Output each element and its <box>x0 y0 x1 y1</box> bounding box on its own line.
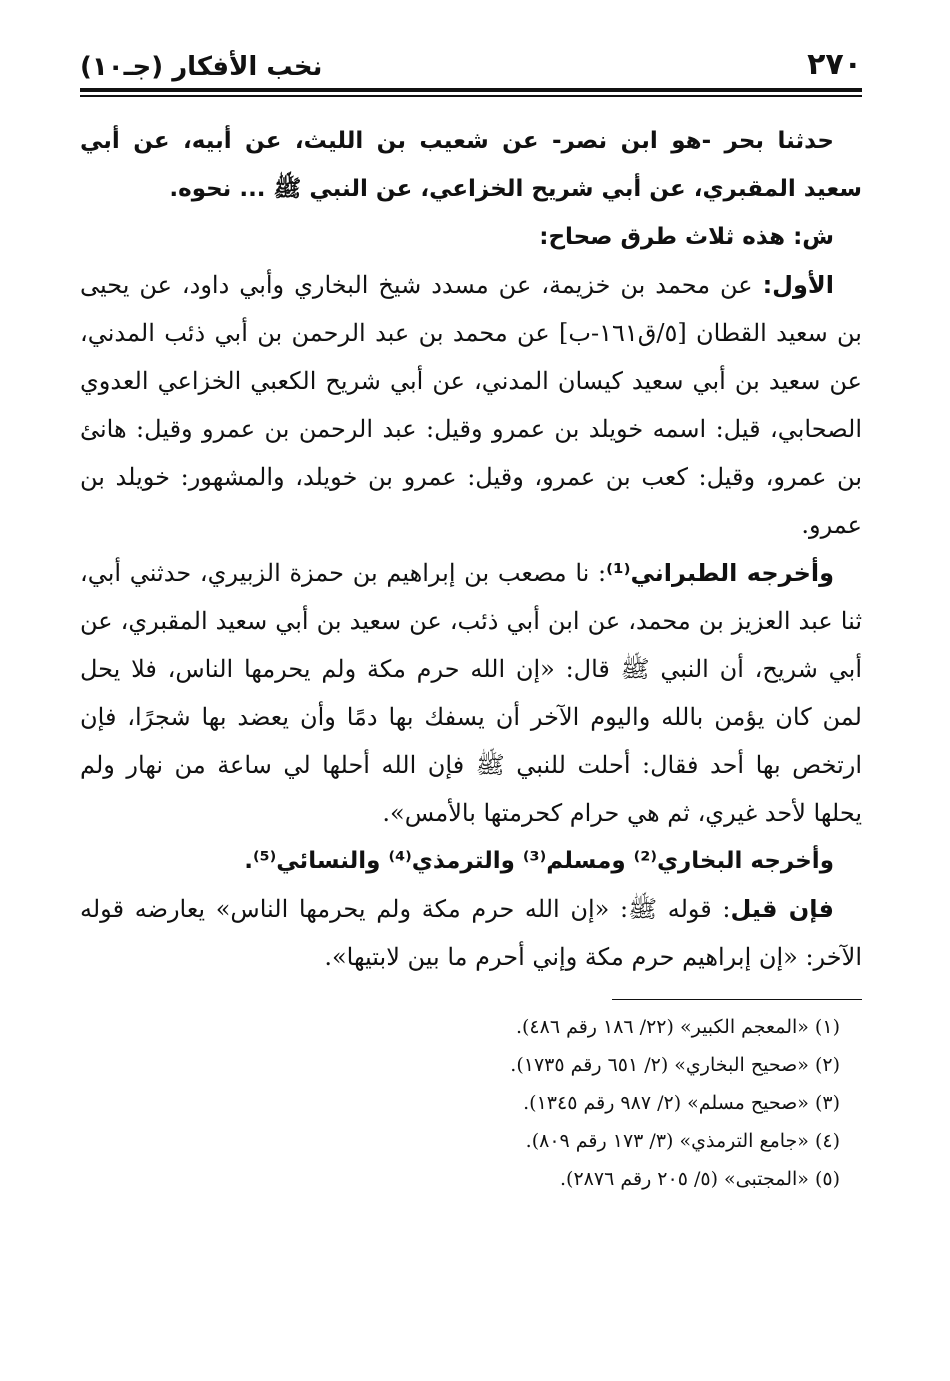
header-rule-thick <box>80 88 862 92</box>
footnote-4: (٤) «جامع الترمذي» (٣/ ١٧٣ رقم ٨٠٩). <box>525 1130 840 1152</box>
paragraph-tabarani <box>80 549 862 837</box>
paragraph-sources <box>80 837 862 885</box>
paragraph-lead: فإن قيل <box>730 894 834 923</box>
paragraph-lead: الأول: <box>762 270 834 299</box>
paragraph-objection <box>80 885 862 981</box>
paragraph-text: حدثنا بحر -هو ابن نصر- عن شعيب بن الليث، عن أبيه، عن أبي سعيد المقبري، عن أبي شريح الخزاعي، عن النبي ﷺ ... نحوه. <box>80 127 862 202</box>
main-text <box>80 117 862 981</box>
paragraph-lead: وأخرجه الطبراني⁽¹⁾ <box>606 558 835 587</box>
paragraph-text: : نا مصعب بن إبراهيم بن حمزة الزبيري، حدثني أبي، ثنا عبد العزيز بن محمد، عن ابن أبي ذئب، عن سعيد بن أبي سعيد المقبري، عن أبي شريح، أن النبي ﷺ قال: «إن الله حرم مكة ولم يحرمها الناس، فلا يحل لمن كان يؤمن بالله واليوم الآخر أن يسفك بها دمًا وأن يعضد بها شجرًا، فإن ارتخص بها أحد فقال: أحلت للنبي ﷺ فإن الله أحلها لي ساعة من نهار ولم يحلها لأحد غيري، ثم هي حرام كحرمتها بالأمس». <box>80 558 863 827</box>
paragraph-hadith-chain <box>80 117 862 213</box>
page-header <box>80 42 862 82</box>
footnote-rule <box>612 999 862 1001</box>
paragraph-text: ش: هذه ثلاث طرق صحاح: <box>539 223 834 250</box>
book-title: نخب الأفكار (جـ١٠) <box>80 52 323 82</box>
paragraph-first-chain <box>80 261 862 549</box>
paragraph-text: : قوله ﷺ: «إن الله حرم مكة ولم يحرمها الناس» يعارضه قوله الآخر: «إن إبراهيم حرم مكة وإني أحرم ما بين لابتيها». <box>80 894 862 971</box>
header-rule-thin <box>80 95 862 97</box>
footnote-2: (٢) «صحيح البخاري» (٢/ ٦٥١ رقم ١٧٣٥). <box>510 1054 840 1076</box>
footnotes <box>80 1008 862 1198</box>
footnote-3: (٣) «صحيح مسلم» (٢/ ٩٨٧ رقم ١٣٤٥). <box>523 1092 840 1114</box>
paragraph-commentary-heading <box>80 213 862 261</box>
page-number: ٢٧٠ <box>807 47 862 82</box>
paragraph-text: عن محمد بن خزيمة، عن مسدد شيخ البخاري وأبي داود، عن يحيى بن سعيد القطان [٥/ق١٦١-ب] عن محمد بن عبد الرحمن بن أبي ذئب المدني، عن سعيد بن أبي سعيد كيسان المدني، عن أبي شريح الكعبي الخزاعي العدوي الصحابي، قيل: اسمه خويلد بن عمرو وقيل: عبد الرحمن بن عمرو وقيل: هانئ بن عمرو، وقيل: كعب بن عمرو، وقيل: عمرو بن خويلد، والمشهور: خويلد بن عمرو. <box>80 270 862 539</box>
paragraph-text: وأخرجه البخاري⁽²⁾ ومسلم⁽³⁾ والترمذي⁽⁴⁾ والنسائي⁽⁵⁾. <box>244 847 834 874</box>
footnote-5: (٥) «المجتبى» (٥/ ٢٠٥ رقم ٢٨٧٦). <box>560 1168 840 1190</box>
footnote-1: (١) «المعجم الكبير» (٢٢/ ١٨٦ رقم ٤٨٦). <box>515 1016 840 1038</box>
book-page <box>80 42 862 1198</box>
